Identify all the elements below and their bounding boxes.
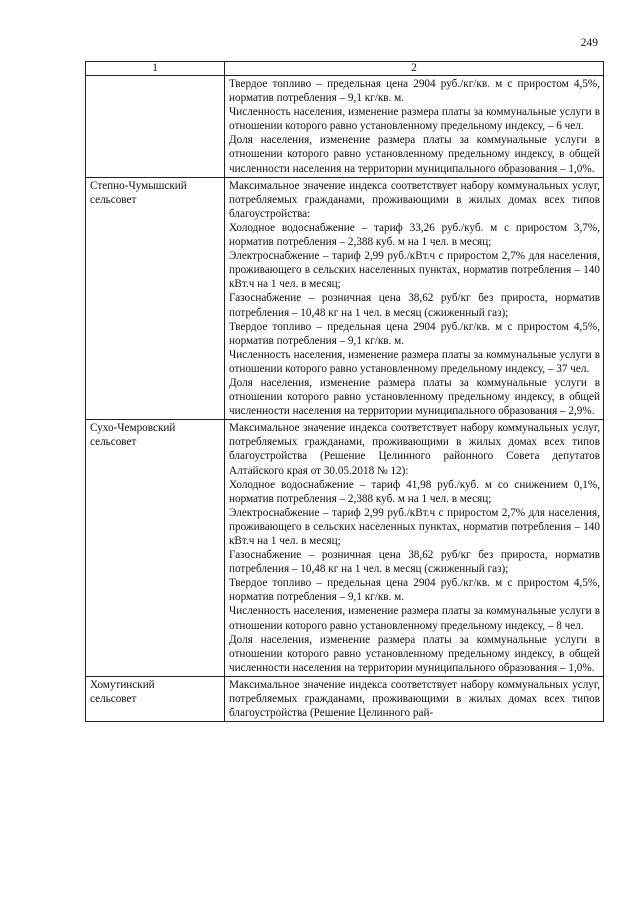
paragraph: Твердое топливо – предельная цена 2904 руб./кг/кв. м с приростом 4,5%, норматив потребления – 9,1 кг/кв. м. (229, 320, 600, 347)
paragraph: Электроснабжение – тариф 2,99 руб./кВт.ч с приростом 2,7% для населения, проживающего в сельских населенных пунктах, норматив потребления – 140 кВт.ч на 1 чел. в месяц; (229, 250, 600, 291)
municipality-name: Хомутинский сельсовет (90, 678, 155, 706)
paragraph: Твердое топливо – предельная цена 2904 руб./кг/кв. м с приростом 4,5%, норматив потребления – 9,1 кг/кв. м. (229, 577, 600, 604)
description-cell (225, 76, 604, 178)
paragraph: Доля населения, изменение размера платы за коммунальные услуги в отношении которого равно установленному предельному индексу, в общей численности населения на территории муниципального образования – 2,9%. (229, 376, 600, 418)
paragraph: Холодное водоснабжение – тариф 41,98 руб./куб. м со снижением 0,1%, норматив потребления – 2,388 куб. м на 1 чел. в месяц; (229, 478, 600, 505)
paragraph: Максимальное значение индекса соответствует набору коммунальных услуг, потребляемых гражданами, проживающими в жилых домах всех типов благоустройства: (229, 179, 600, 220)
paragraph: Газоснабжение – розничная цена 38,62 руб/кг без прироста, норматив потребления – 10,48 кг на 1 чел. в месяц (сжиженный газ); (229, 292, 600, 319)
municipality-cell (86, 76, 225, 178)
table-row (86, 76, 604, 178)
table-row (86, 420, 604, 677)
page-number: 249 (580, 37, 598, 49)
municipality-cell (86, 676, 225, 721)
paragraph: Максимальное значение индекса соответствует набору коммунальных услуг, потребляемых гражданами, проживающими в жилых домах всех типов благоустройства (Решение Целинного районного Совета депутатов Алтайского края от 30.05.2018 № 12): (229, 422, 600, 477)
paragraph: Численность населения, изменение размера платы за коммунальные услуги в отношении которого равно установленному предельному индексу, – 6 чел. (229, 106, 600, 133)
municipality-cell (86, 177, 225, 420)
paragraph: Численность населения, изменение размера платы за коммунальные услуги в отношении которого равно установленному предельному индексу, – 37 чел. (229, 348, 600, 375)
municipality-name: Степно-Чумышский сельсовет (90, 179, 187, 206)
paragraph: Доля населения, изменение размера платы за коммунальные услуги в отношении которого равно установленному предельному индексу, в общей численности населения на территории муниципального образования – 1,0%. (229, 134, 600, 175)
table-row (86, 177, 604, 420)
paragraph: Твердое топливо – предельная цена 2904 руб./кг/кв. м с приростом 4,5%, норматив потребления – 9,1 кг/кв. м. (229, 78, 600, 105)
municipality-cell (86, 420, 225, 677)
table-header-row (86, 62, 604, 76)
paragraph: Холодное водоснабжение – тариф 33,26 руб./куб. м с приростом 3,7%, норматив потребления – 2,388 куб. м на 1 чел. в месяц; (229, 221, 600, 249)
municipality-name: Сухо-Чемровский сельсовет (90, 422, 176, 449)
paragraph: Численность населения, изменение размера платы за коммунальные услуги в отношении которого равно установленному предельному индексу, – 8 чел. (229, 605, 600, 632)
description-cell (225, 676, 604, 721)
paragraph: Газоснабжение – розничная цена 38,62 руб/кг без прироста, норматив потребления – 10,48 кг на 1 чел. в месяц (сжиженный газ); (229, 549, 600, 576)
tariff-table (85, 61, 604, 722)
paragraph: Максимальное значение индекса соответствует набору коммунальных услуг, потребляемых гражданами, проживающими в жилых домах всех типов благоустройства (Решение Целинного рай- (229, 678, 600, 720)
description-cell (225, 177, 604, 420)
paragraph: Электроснабжение – тариф 2,99 руб./кВт.ч с приростом 2,7% для населения, проживающего в сельских населенных пунктах, норматив потребления – 140 кВт.ч на 1 чел. в месяц; (229, 506, 600, 547)
column-header-1: 1 (86, 62, 225, 76)
table-row (86, 676, 604, 721)
column-header-2: 2 (225, 62, 604, 76)
paragraph: Доля населения, изменение размера платы за коммунальные услуги в отношении которого равно установленному предельному индексу, в общей численности населения на территории муниципального образования – 1,0%. (229, 633, 600, 674)
description-cell (225, 420, 604, 677)
